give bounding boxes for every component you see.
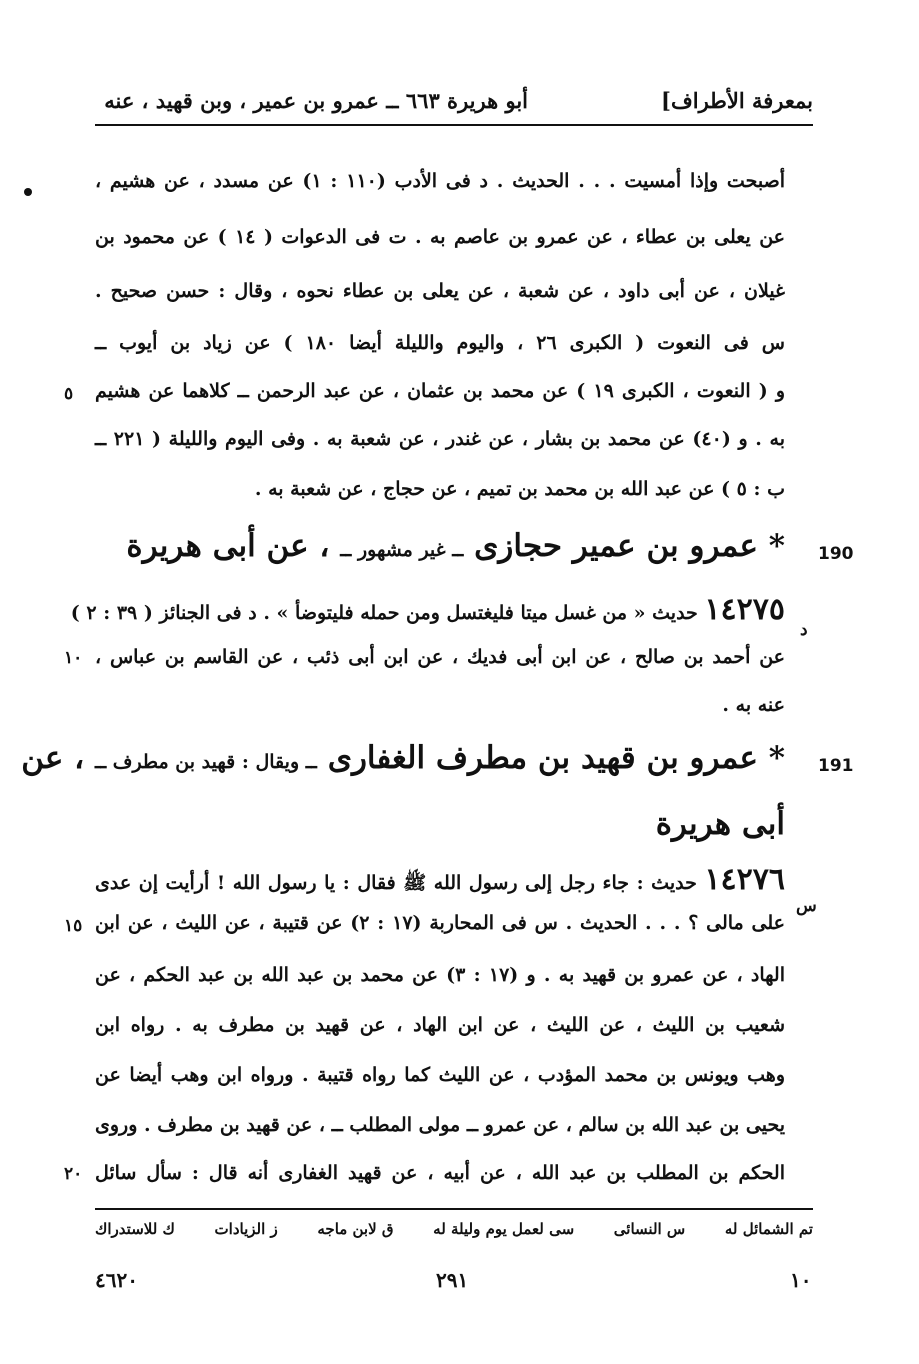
section-heading-191-line-2: أبى هريرة [655,806,785,842]
section-tail: ، عن أبى هريرة [126,528,330,564]
text-line-3: غيلان ، عن أبى داود ، عن شعبة ، عن يعلى بن عطاء نحوه ، وقال : حسن صحيح . [95,280,785,302]
hadith-14276-line-7: الحكم بن المطلب بن عبد الله ، عن أبيه ، عن قهيد الغفارى أنه قال : سأل سائل [95,1162,785,1184]
margin-number-20: ٢٠ [64,1164,83,1184]
hadith-text: حديث « من غسل ميتا فليغتسل ومن حمله فليتوضأ » . د فى الجنائز ( ٣٩ : ٢ ) [70,602,698,624]
footer-abbr-item: سى لعمل يوم وليلة له [433,1220,575,1238]
text-line-6: به . و (٤٠) عن محمد بن بشار ، عن غندر ، عن شعبة به . وفى اليوم والليلة ( ٢٢١ ــ [95,428,785,450]
header-center-text: أبو هريرة ٦٦٣ ــ عمرو بن عمير ، وبن قهيد ، عنه [104,88,528,113]
hadith-14275-line-1 [70,592,785,627]
hadith-14276-line-4: شعيب بن الليث ، عن الليث ، عن ابن الهاد ، عن قهيد بن مطرف به . رواه ابن [95,1014,785,1036]
footer-abbr-item: ق لابن ماجه [317,1220,394,1238]
margin-number-5: ٥ [64,384,74,404]
hadith-text: حديث : جاء رجل إلى رسول الله ﷺ فقال : يا رسول الله ! أرأيت إن عدى [95,872,697,894]
hadith-14276-line-1 [95,862,785,899]
footer-abbr-item: تم الشمائل له [724,1220,813,1238]
hadith-14275-line-2: عن أحمد بن صالح ، عن ابن أبى فديك ، عن ابن أبى ذئب ، عن القاسم بن عباس ، [95,646,785,668]
text-line-1: أصبحت وإذا أمسيت . . . الحديث . د فى الأدب (١١٠ : ١) عن مسدد ، عن هشيم ، [95,170,786,192]
footer-abbr-item: س النسائى [613,1220,686,1238]
section-title: عمرو بن قهيد بن مطرف الغفارى [327,740,758,776]
hadith-14276-line-2: على مالى ؟ . . . الحديث . س فى المحاربة (١٧ : ٢) عن قتيبة ، عن الليث ، عن ابن [95,912,785,934]
text-line-5: و ( النعوت ، الكبرى ١٩ ) عن محمد بن عثمان ، عن عبد الرحمن ــ كلاهما عن هشيم [95,380,785,402]
footer-rule [95,1208,813,1210]
section-heading-191 [21,740,785,776]
text-line-7: ب : ٥ ) عن عبد الله بن محمد بن تميم ، عن حجاج ، عن شعبة به . [254,478,785,500]
margin-number-15: ١٥ [64,916,83,936]
hadith-siglum: س [796,896,817,916]
hadith-siglum: د [800,620,808,640]
section-number-190: 190 [818,544,854,564]
footer-abbr-item: ز الزيادات [214,1220,278,1238]
section-title: عمرو بن عمير حجازى [474,528,758,564]
hadith-number: ١٤٢٧٦ [704,862,785,897]
hadith-14275-line-3: عنه به . [722,694,785,716]
hadith-14276-line-3: الهاد ، عن عمرو بن قهيد به . و (١٧ : ٣) عن محمد بن عبد الله بن عبد الحكم ، عن [95,964,785,986]
section-note: ــ ويقال : قهيد بن مطرف ــ [95,751,317,773]
section-heading-190 [95,528,785,564]
page-number: ٢٩١ [436,1268,469,1292]
hadith-number: ١٤٢٧٥ [704,592,785,627]
header-right-text: بمعرفة الأطراف] [661,88,813,113]
section-star: * [768,528,785,564]
margin-number-10: ١٠ [64,648,83,668]
running-header [95,82,813,118]
section-tail: ، عن [21,740,85,776]
footer-left-number: ٤٦٢٠ [95,1268,138,1292]
section-star: * [768,740,785,776]
section-number-191: 191 [818,756,854,776]
margin-dot [24,188,32,196]
footer-right-number: ١٠ [790,1268,812,1292]
text-line-4: س فى النعوت ( الكبرى ٢٦ ، واليوم والليلة أيضا ١٨٠ ) عن زياد بن أيوب ــ [95,332,785,354]
header-rule [95,124,813,126]
footer-abbr-item: ك للاستدراك [95,1220,175,1238]
hadith-14276-line-5: وهب ويونس بن محمد المؤدب ، عن الليث كما رواه قتيبة . ورواه ابن وهب أيضا عن [95,1064,785,1086]
footer-abbreviations [95,1220,813,1238]
text-line-2: عن يعلى بن عطاء ، عن عمرو بن عاصم به . ت فى الدعوات ( ١٤ ) عن محمود بن [95,226,786,248]
hadith-14276-line-6: يحيى بن عبد الله بن سالم ، عن عمرو ــ مولى المطلب ــ ، عن قهيد بن مطرف . وروى [95,1114,785,1136]
section-note: ــ غير مشهور ــ [340,539,464,561]
